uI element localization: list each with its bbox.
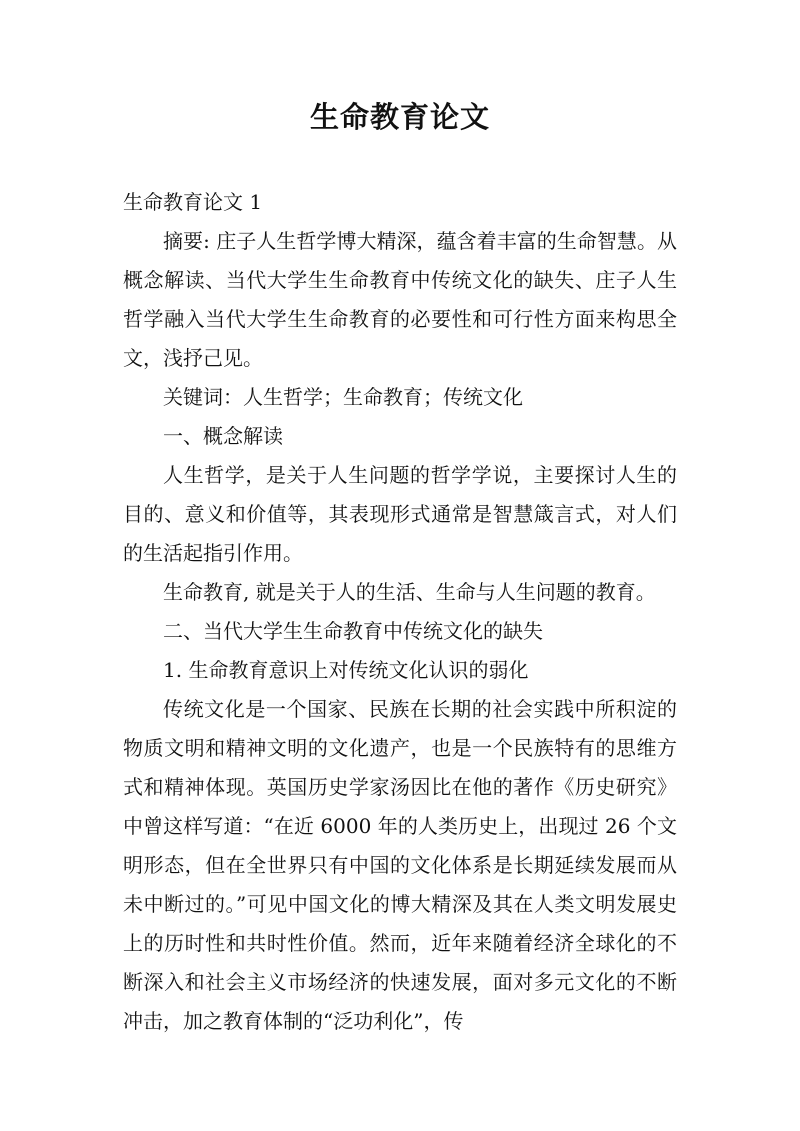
paragraph-life-education: 生命教育, 就是关于人的生活、生命与人生问题的教育。: [163, 580, 656, 604]
document-body: [123, 183, 677, 1041]
heading-section-2: 二、当代大学生生命教育中传统文化的缺失: [163, 619, 543, 643]
paragraph-traditional-culture: 传统文化是一个国家、民族在长期的社会实践中所积淀的物质文明和精神文明的文化遗产，也是一个民族特有的思维方式和精神体现。英国历史学家汤因比在他的著作《历史研究》中曾这样写道：“在近 6000 年的人类历史上，出现过 26 个文明形态，但在全世界只有中国的文化体系是长期延续发展而从未中断过的。”可见中国文化的博大精深及其在人类文明发展史上的历时性和共时性价值。然而，近年来随着经济全球化的不断深入和社会主义市场经济的快速发展，面对多元文化的不断冲击，加之教育体制的“泛功利化”，传: [123, 697, 677, 1033]
section-subtitle: 生命教育论文 1: [123, 190, 263, 214]
heading-subsection-1: 1. 生命教育意识上对传统文化认识的弱化: [163, 658, 529, 682]
paragraph-life-philosophy: 人生哲学，是关于人生问题的哲学学说，主要探讨人生的目的、意义和价值等，其表现形式通常是智慧箴言式，对人们的生活起指引作用。: [123, 463, 677, 565]
page-title: 生命教育论文: [309, 100, 490, 134]
heading-section-1: 一、概念解读: [163, 424, 283, 448]
paragraph-keywords: 关键词：人生哲学；生命教育；传统文化: [163, 385, 523, 409]
paragraph-abstract: 摘要: 庄子人生哲学博大精深，蕴含着丰富的生命智慧。从概念解读、当代大学生生命教育中传统文化的缺失、庄子人生哲学融入当代大学生生命教育的必要性和可行性方面来构思全文，浅抒己见。: [123, 229, 677, 370]
